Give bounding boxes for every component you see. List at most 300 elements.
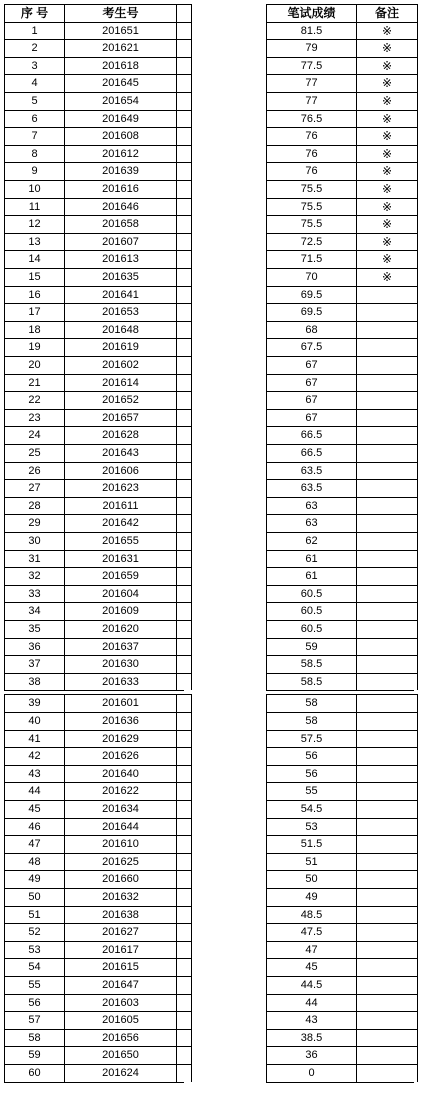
row-hidden-column bbox=[176, 532, 192, 550]
row-exam-id: 201601 bbox=[64, 694, 176, 712]
row-exam-id: 201625 bbox=[64, 853, 176, 871]
table-row bbox=[4, 497, 418, 515]
table-row bbox=[4, 374, 418, 392]
row-hidden-column bbox=[176, 673, 192, 691]
row-note bbox=[356, 694, 418, 712]
row-seq: 18 bbox=[4, 321, 64, 339]
table-row bbox=[4, 800, 418, 818]
table-row bbox=[4, 338, 418, 356]
row-written-score: 36 bbox=[266, 1046, 356, 1064]
row-written-score: 76.5 bbox=[266, 110, 356, 128]
row-hidden-column bbox=[176, 479, 192, 497]
table-row bbox=[4, 180, 418, 198]
row-written-score: 62 bbox=[266, 532, 356, 550]
row-exam-id: 201638 bbox=[64, 906, 176, 924]
row-written-score: 71.5 bbox=[266, 250, 356, 268]
row-written-score: 43 bbox=[266, 1011, 356, 1029]
row-note bbox=[356, 923, 418, 941]
table-bottom-border bbox=[4, 1082, 184, 1083]
row-note bbox=[356, 620, 418, 638]
row-exam-id: 201656 bbox=[64, 1029, 176, 1047]
row-hidden-column bbox=[176, 321, 192, 339]
row-exam-id: 201618 bbox=[64, 57, 176, 75]
row-seq: 19 bbox=[4, 338, 64, 356]
row-hidden-column bbox=[176, 994, 192, 1012]
row-exam-id: 201610 bbox=[64, 835, 176, 853]
row-written-score: 58.5 bbox=[266, 673, 356, 691]
row-seq: 9 bbox=[4, 162, 64, 180]
row-written-score: 63 bbox=[266, 497, 356, 515]
row-exam-id: 201612 bbox=[64, 145, 176, 163]
header-hidden-column bbox=[176, 4, 192, 22]
row-seq: 5 bbox=[4, 92, 64, 110]
row-note bbox=[356, 444, 418, 462]
row-seq: 42 bbox=[4, 747, 64, 765]
table-row bbox=[4, 567, 418, 585]
row-hidden-column bbox=[176, 497, 192, 515]
row-seq: 16 bbox=[4, 286, 64, 304]
row-seq: 2 bbox=[4, 39, 64, 57]
row-note: ※ bbox=[356, 268, 418, 286]
row-seq: 13 bbox=[4, 233, 64, 251]
row-written-score: 56 bbox=[266, 765, 356, 783]
row-written-score: 67 bbox=[266, 356, 356, 374]
row-hidden-column bbox=[176, 39, 192, 57]
row-written-score: 68 bbox=[266, 321, 356, 339]
row-written-score: 77 bbox=[266, 74, 356, 92]
table-row bbox=[4, 835, 418, 853]
row-note bbox=[356, 567, 418, 585]
header-seq: 序 号 bbox=[4, 4, 64, 22]
row-seq: 30 bbox=[4, 532, 64, 550]
row-note bbox=[356, 906, 418, 924]
row-exam-id: 201621 bbox=[64, 39, 176, 57]
row-hidden-column bbox=[176, 620, 192, 638]
row-note bbox=[356, 870, 418, 888]
table-row bbox=[4, 391, 418, 409]
row-exam-id: 201653 bbox=[64, 303, 176, 321]
row-exam-id: 201649 bbox=[64, 110, 176, 128]
header-note: 备注 bbox=[356, 4, 418, 22]
row-written-score: 75.5 bbox=[266, 180, 356, 198]
row-written-score: 61 bbox=[266, 567, 356, 585]
row-note bbox=[356, 303, 418, 321]
row-written-score: 44.5 bbox=[266, 976, 356, 994]
row-seq: 11 bbox=[4, 198, 64, 216]
row-hidden-column bbox=[176, 800, 192, 818]
row-written-score: 75.5 bbox=[266, 215, 356, 233]
table-row bbox=[4, 268, 418, 286]
row-written-score: 76 bbox=[266, 162, 356, 180]
row-note bbox=[356, 497, 418, 515]
row-seq: 1 bbox=[4, 22, 64, 40]
row-note: ※ bbox=[356, 110, 418, 128]
row-written-score: 77 bbox=[266, 92, 356, 110]
row-exam-id: 201627 bbox=[64, 923, 176, 941]
row-written-score: 54.5 bbox=[266, 800, 356, 818]
row-exam-id: 201614 bbox=[64, 374, 176, 392]
row-written-score: 59 bbox=[266, 638, 356, 656]
row-exam-id: 201628 bbox=[64, 426, 176, 444]
table-row bbox=[4, 694, 418, 712]
row-hidden-column bbox=[176, 782, 192, 800]
row-written-score: 67 bbox=[266, 374, 356, 392]
row-exam-id: 201640 bbox=[64, 765, 176, 783]
row-written-score: 60.5 bbox=[266, 620, 356, 638]
row-seq: 56 bbox=[4, 994, 64, 1012]
row-note: ※ bbox=[356, 180, 418, 198]
row-written-score: 56 bbox=[266, 747, 356, 765]
row-exam-id: 201604 bbox=[64, 585, 176, 603]
row-seq: 43 bbox=[4, 765, 64, 783]
row-exam-id: 201615 bbox=[64, 958, 176, 976]
row-exam-id: 201648 bbox=[64, 321, 176, 339]
table-row bbox=[4, 57, 418, 75]
row-hidden-column bbox=[176, 22, 192, 40]
table-row bbox=[4, 602, 418, 620]
row-hidden-column bbox=[176, 180, 192, 198]
row-note: ※ bbox=[356, 57, 418, 75]
row-written-score: 45 bbox=[266, 958, 356, 976]
row-seq: 31 bbox=[4, 550, 64, 568]
table-row bbox=[4, 870, 418, 888]
row-exam-id: 201636 bbox=[64, 712, 176, 730]
row-hidden-column bbox=[176, 374, 192, 392]
row-exam-id: 201646 bbox=[64, 198, 176, 216]
table-row bbox=[4, 462, 418, 480]
row-exam-id: 201651 bbox=[64, 22, 176, 40]
row-hidden-column bbox=[176, 976, 192, 994]
row-hidden-column bbox=[176, 462, 192, 480]
row-written-score: 63.5 bbox=[266, 479, 356, 497]
row-written-score: 57.5 bbox=[266, 730, 356, 748]
row-note: ※ bbox=[356, 145, 418, 163]
row-exam-id: 201654 bbox=[64, 92, 176, 110]
row-hidden-column bbox=[176, 765, 192, 783]
row-exam-id: 201657 bbox=[64, 409, 176, 427]
row-hidden-column bbox=[176, 747, 192, 765]
table-row bbox=[4, 712, 418, 730]
row-written-score: 55 bbox=[266, 782, 356, 800]
row-note bbox=[356, 958, 418, 976]
row-exam-id: 201617 bbox=[64, 941, 176, 959]
row-hidden-column bbox=[176, 162, 192, 180]
row-note bbox=[356, 655, 418, 673]
row-note bbox=[356, 712, 418, 730]
row-note bbox=[356, 673, 418, 691]
row-note bbox=[356, 1029, 418, 1047]
row-hidden-column bbox=[176, 835, 192, 853]
row-hidden-column bbox=[176, 694, 192, 712]
row-hidden-column bbox=[176, 1046, 192, 1064]
table-row bbox=[4, 356, 418, 374]
row-note bbox=[356, 426, 418, 444]
row-hidden-column bbox=[176, 818, 192, 836]
row-written-score: 63.5 bbox=[266, 462, 356, 480]
table-bottom-border bbox=[266, 1082, 414, 1083]
row-hidden-column bbox=[176, 426, 192, 444]
row-written-score: 47 bbox=[266, 941, 356, 959]
row-note bbox=[356, 818, 418, 836]
row-exam-id: 201624 bbox=[64, 1064, 176, 1082]
row-exam-id: 201652 bbox=[64, 391, 176, 409]
row-seq: 55 bbox=[4, 976, 64, 994]
row-note: ※ bbox=[356, 198, 418, 216]
row-hidden-column bbox=[176, 602, 192, 620]
table-row bbox=[4, 1029, 418, 1047]
row-exam-id: 201605 bbox=[64, 1011, 176, 1029]
table-row bbox=[4, 215, 418, 233]
row-written-score: 81.5 bbox=[266, 22, 356, 40]
row-seq: 51 bbox=[4, 906, 64, 924]
row-exam-id: 201658 bbox=[64, 215, 176, 233]
row-hidden-column bbox=[176, 730, 192, 748]
row-written-score: 47.5 bbox=[266, 923, 356, 941]
row-note bbox=[356, 800, 418, 818]
row-note: ※ bbox=[356, 233, 418, 251]
row-seq: 47 bbox=[4, 835, 64, 853]
row-seq: 10 bbox=[4, 180, 64, 198]
row-seq: 39 bbox=[4, 694, 64, 712]
row-exam-id: 201635 bbox=[64, 268, 176, 286]
row-seq: 57 bbox=[4, 1011, 64, 1029]
row-hidden-column bbox=[176, 1011, 192, 1029]
row-written-score: 77.5 bbox=[266, 57, 356, 75]
table-row bbox=[4, 127, 418, 145]
header-written-score: 笔试成绩 bbox=[266, 4, 356, 22]
table-row bbox=[4, 994, 418, 1012]
row-seq: 14 bbox=[4, 250, 64, 268]
row-seq: 3 bbox=[4, 57, 64, 75]
row-hidden-column bbox=[176, 655, 192, 673]
row-seq: 46 bbox=[4, 818, 64, 836]
row-written-score: 69.5 bbox=[266, 286, 356, 304]
row-written-score: 61 bbox=[266, 550, 356, 568]
row-hidden-column bbox=[176, 198, 192, 216]
row-written-score: 53 bbox=[266, 818, 356, 836]
row-written-score: 69.5 bbox=[266, 303, 356, 321]
row-seq: 52 bbox=[4, 923, 64, 941]
row-written-score: 76 bbox=[266, 127, 356, 145]
row-note bbox=[356, 730, 418, 748]
row-written-score: 63 bbox=[266, 514, 356, 532]
table-row bbox=[4, 655, 418, 673]
row-hidden-column bbox=[176, 1064, 192, 1082]
table-row bbox=[4, 39, 418, 57]
table-row bbox=[4, 585, 418, 603]
row-seq: 25 bbox=[4, 444, 64, 462]
row-seq: 7 bbox=[4, 127, 64, 145]
row-seq: 24 bbox=[4, 426, 64, 444]
row-note: ※ bbox=[356, 215, 418, 233]
row-exam-id: 201629 bbox=[64, 730, 176, 748]
row-note: ※ bbox=[356, 250, 418, 268]
header-exam-id: 考生号 bbox=[64, 4, 176, 22]
row-written-score: 76 bbox=[266, 145, 356, 163]
table-row bbox=[4, 321, 418, 339]
row-seq: 50 bbox=[4, 888, 64, 906]
row-seq: 45 bbox=[4, 800, 64, 818]
row-exam-id: 201608 bbox=[64, 127, 176, 145]
row-note: ※ bbox=[356, 162, 418, 180]
table-row bbox=[4, 958, 418, 976]
row-written-score: 70 bbox=[266, 268, 356, 286]
row-hidden-column bbox=[176, 853, 192, 871]
row-hidden-column bbox=[176, 57, 192, 75]
row-exam-id: 201602 bbox=[64, 356, 176, 374]
row-seq: 4 bbox=[4, 74, 64, 92]
row-written-score: 48.5 bbox=[266, 906, 356, 924]
row-note bbox=[356, 1046, 418, 1064]
row-exam-id: 201616 bbox=[64, 180, 176, 198]
table-row bbox=[4, 923, 418, 941]
table-row bbox=[4, 888, 418, 906]
table-row bbox=[4, 765, 418, 783]
row-hidden-column bbox=[176, 906, 192, 924]
row-hidden-column bbox=[176, 638, 192, 656]
row-note bbox=[356, 853, 418, 871]
row-seq: 27 bbox=[4, 479, 64, 497]
row-hidden-column bbox=[176, 74, 192, 92]
row-written-score: 67.5 bbox=[266, 338, 356, 356]
table-header-row bbox=[4, 4, 418, 22]
row-hidden-column bbox=[176, 567, 192, 585]
row-seq: 32 bbox=[4, 567, 64, 585]
table-row bbox=[4, 818, 418, 836]
row-exam-id: 201643 bbox=[64, 444, 176, 462]
row-written-score: 75.5 bbox=[266, 198, 356, 216]
row-note bbox=[356, 409, 418, 427]
row-note bbox=[356, 532, 418, 550]
row-exam-id: 201660 bbox=[64, 870, 176, 888]
row-hidden-column bbox=[176, 145, 192, 163]
table-row bbox=[4, 303, 418, 321]
row-written-score: 51.5 bbox=[266, 835, 356, 853]
row-hidden-column bbox=[176, 888, 192, 906]
row-note bbox=[356, 374, 418, 392]
row-exam-id: 201633 bbox=[64, 673, 176, 691]
table-bottom-border bbox=[266, 690, 414, 691]
row-exam-id: 201659 bbox=[64, 567, 176, 585]
row-exam-id: 201630 bbox=[64, 655, 176, 673]
row-hidden-column bbox=[176, 233, 192, 251]
row-written-score: 58 bbox=[266, 694, 356, 712]
row-note bbox=[356, 585, 418, 603]
table-row bbox=[4, 198, 418, 216]
row-seq: 60 bbox=[4, 1064, 64, 1082]
row-exam-id: 201655 bbox=[64, 532, 176, 550]
row-seq: 34 bbox=[4, 602, 64, 620]
table-row bbox=[4, 233, 418, 251]
table-row bbox=[4, 479, 418, 497]
row-exam-id: 201632 bbox=[64, 888, 176, 906]
row-hidden-column bbox=[176, 870, 192, 888]
row-hidden-column bbox=[176, 338, 192, 356]
row-seq: 37 bbox=[4, 655, 64, 673]
row-note bbox=[356, 321, 418, 339]
row-exam-id: 201606 bbox=[64, 462, 176, 480]
row-seq: 54 bbox=[4, 958, 64, 976]
row-seq: 40 bbox=[4, 712, 64, 730]
row-exam-id: 201609 bbox=[64, 602, 176, 620]
row-written-score: 44 bbox=[266, 994, 356, 1012]
row-note bbox=[356, 338, 418, 356]
row-seq: 36 bbox=[4, 638, 64, 656]
row-exam-id: 201620 bbox=[64, 620, 176, 638]
row-hidden-column bbox=[176, 110, 192, 128]
row-seq: 59 bbox=[4, 1046, 64, 1064]
row-seq: 58 bbox=[4, 1029, 64, 1047]
row-exam-id: 201607 bbox=[64, 233, 176, 251]
row-written-score: 67 bbox=[266, 409, 356, 427]
row-note bbox=[356, 976, 418, 994]
row-note: ※ bbox=[356, 92, 418, 110]
row-exam-id: 201647 bbox=[64, 976, 176, 994]
row-seq: 17 bbox=[4, 303, 64, 321]
row-seq: 15 bbox=[4, 268, 64, 286]
row-seq: 38 bbox=[4, 673, 64, 691]
row-note: ※ bbox=[356, 39, 418, 57]
table-row bbox=[4, 747, 418, 765]
table-row bbox=[4, 409, 418, 427]
table-row bbox=[4, 730, 418, 748]
row-note bbox=[356, 462, 418, 480]
row-hidden-column bbox=[176, 941, 192, 959]
table-row bbox=[4, 426, 418, 444]
table-row bbox=[4, 22, 418, 40]
row-hidden-column bbox=[176, 92, 192, 110]
table-row bbox=[4, 444, 418, 462]
row-note bbox=[356, 286, 418, 304]
row-exam-id: 201619 bbox=[64, 338, 176, 356]
row-exam-id: 201603 bbox=[64, 994, 176, 1012]
table-row bbox=[4, 514, 418, 532]
table-row bbox=[4, 782, 418, 800]
row-hidden-column bbox=[176, 444, 192, 462]
row-exam-id: 201634 bbox=[64, 800, 176, 818]
row-note bbox=[356, 835, 418, 853]
row-seq: 8 bbox=[4, 145, 64, 163]
row-note bbox=[356, 638, 418, 656]
row-written-score: 79 bbox=[266, 39, 356, 57]
row-note bbox=[356, 391, 418, 409]
row-note: ※ bbox=[356, 22, 418, 40]
table-row bbox=[4, 673, 418, 691]
row-seq: 49 bbox=[4, 870, 64, 888]
table-row bbox=[4, 74, 418, 92]
row-seq: 29 bbox=[4, 514, 64, 532]
row-exam-id: 201645 bbox=[64, 74, 176, 92]
table-row bbox=[4, 286, 418, 304]
row-note: ※ bbox=[356, 127, 418, 145]
row-seq: 12 bbox=[4, 215, 64, 233]
table-row bbox=[4, 110, 418, 128]
row-exam-id: 201611 bbox=[64, 497, 176, 515]
row-exam-id: 201650 bbox=[64, 1046, 176, 1064]
row-hidden-column bbox=[176, 127, 192, 145]
row-written-score: 38.5 bbox=[266, 1029, 356, 1047]
row-seq: 21 bbox=[4, 374, 64, 392]
row-note bbox=[356, 765, 418, 783]
row-exam-id: 201641 bbox=[64, 286, 176, 304]
table-row bbox=[4, 1064, 418, 1082]
row-seq: 20 bbox=[4, 356, 64, 374]
table-row bbox=[4, 1046, 418, 1064]
row-seq: 44 bbox=[4, 782, 64, 800]
row-written-score: 50 bbox=[266, 870, 356, 888]
row-note: ※ bbox=[356, 74, 418, 92]
table-row bbox=[4, 906, 418, 924]
